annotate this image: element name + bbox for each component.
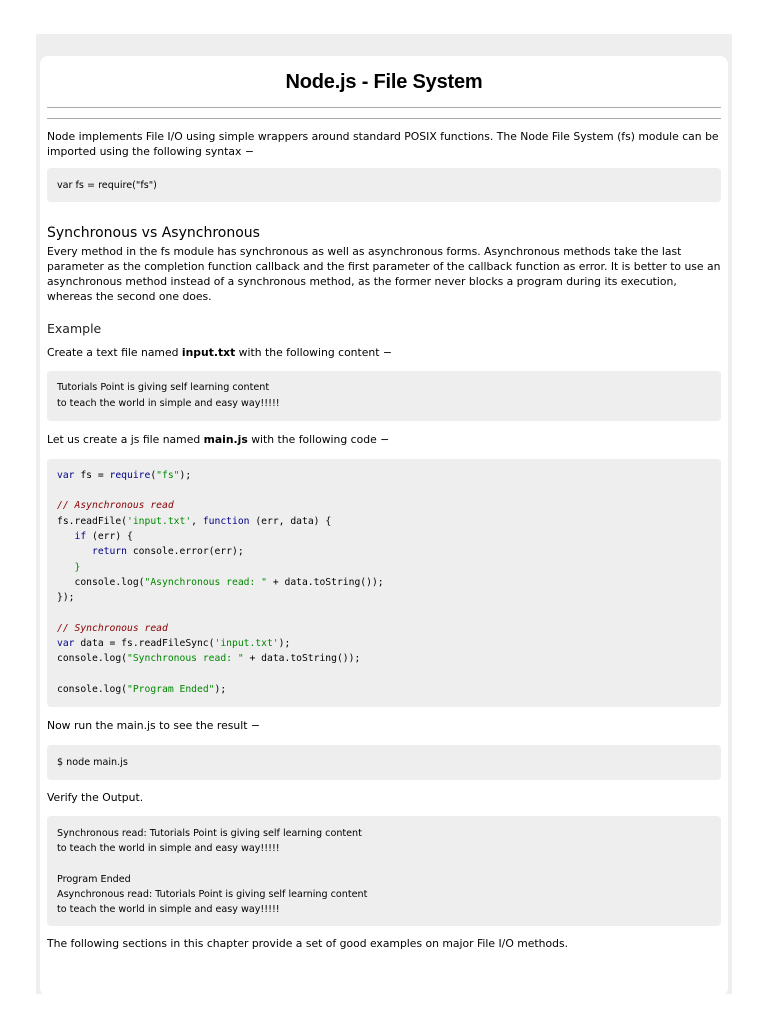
sync-vs-async-paragraph: Every method in the fs module has synchronous as well as asynchronous forms. Asynchronous methods take the last parameter as the completion function callback and the first parameter of the callback function as error. It is better to use an asynchronous method instead of a synchronous method, as the former never blocks a program during its execution, whereas the second one does. xyxy=(47,245,721,304)
output-block[interactable]: Synchronous read: Tutorials Point is giving self learning content to teach the world in simple and easy way!!!!! Program Ended Asynchronous read: Tutorials Point is giving self learning content to teach the world in simple and easy way!!!!! xyxy=(47,816,721,927)
sync-vs-async-heading: Synchronous vs Asynchronous xyxy=(47,225,260,242)
code-token: return xyxy=(92,546,127,558)
example-heading: Example xyxy=(47,321,102,337)
code-token: data = fs.readFileSync( xyxy=(74,638,215,650)
input-filename: input.txt xyxy=(181,346,236,360)
title-divider-top xyxy=(47,107,721,108)
intro-paragraph: Node implements File I/O using simple wrappers around standard POSIX functions. The Node File System (fs) module can be imported using the following syntax − xyxy=(47,130,719,158)
code-token: var xyxy=(57,638,75,650)
main-js-code-block[interactable] xyxy=(47,459,721,707)
code-token: }); xyxy=(57,592,75,604)
closing-paragraph: The following sections in this chapter provide a set of good examples on major File I/O methods. xyxy=(47,937,569,951)
code-token: , xyxy=(191,515,203,527)
code-token: (err, data) { xyxy=(249,515,332,527)
code-token: fs.readFile( xyxy=(57,515,127,527)
code-token: "fs" xyxy=(156,469,180,481)
create-file-paragraph xyxy=(47,345,721,360)
code-comment: // Asynchronous read xyxy=(57,500,174,512)
create-js-text-suffix: with the following code − xyxy=(247,432,390,446)
code-comment: // Synchronous read xyxy=(57,622,168,634)
code-token: "Asynchronous read: " xyxy=(144,576,267,588)
code-token: + data.toString()); xyxy=(243,653,361,665)
code-token: var xyxy=(57,469,75,481)
code-token: console.log( xyxy=(57,684,127,696)
code-token: console.log( xyxy=(57,653,127,665)
code-token: } xyxy=(74,561,81,573)
create-file-text-prefix: Create a text file named xyxy=(47,346,182,360)
require-code-block[interactable]: var fs = require("fs") xyxy=(47,168,721,202)
code-token: function xyxy=(202,515,250,527)
input-file-content-block[interactable]: Tutorials Point is giving self learning content to teach the world in simple and easy way!!!!! xyxy=(47,371,721,421)
code-token: if xyxy=(74,531,87,543)
code-token: "Program Ended" xyxy=(127,684,215,696)
verify-paragraph: Verify the Output. xyxy=(47,790,144,804)
code-token: console.error(err); xyxy=(127,546,244,558)
title-divider-bottom xyxy=(47,118,721,119)
run-command-block[interactable]: $ node main.js xyxy=(47,745,721,779)
create-js-paragraph xyxy=(47,432,721,447)
code-token: ); xyxy=(278,638,291,650)
code-token: ); xyxy=(214,684,227,696)
code-token: + data.toString()); xyxy=(266,576,384,588)
run-paragraph: Now run the main.js to see the result − xyxy=(47,719,260,733)
code-token: fs = xyxy=(74,469,110,481)
code-token: console.log( xyxy=(74,576,145,588)
article-card xyxy=(40,56,728,996)
code-token: 'input.txt' xyxy=(214,638,279,650)
code-token: "Synchronous read: " xyxy=(127,653,244,665)
code-token: ( xyxy=(150,469,157,481)
code-token: ); xyxy=(179,469,192,481)
page-title: Node.js - File System xyxy=(285,71,483,93)
js-filename: main.js xyxy=(203,432,248,446)
code-token: require xyxy=(109,469,151,481)
create-js-text-prefix: Let us create a js file named xyxy=(47,432,204,446)
code-token: 'input.txt' xyxy=(127,515,192,527)
create-file-text-suffix: with the following content − xyxy=(235,346,392,360)
code-token: (err) { xyxy=(86,531,133,543)
